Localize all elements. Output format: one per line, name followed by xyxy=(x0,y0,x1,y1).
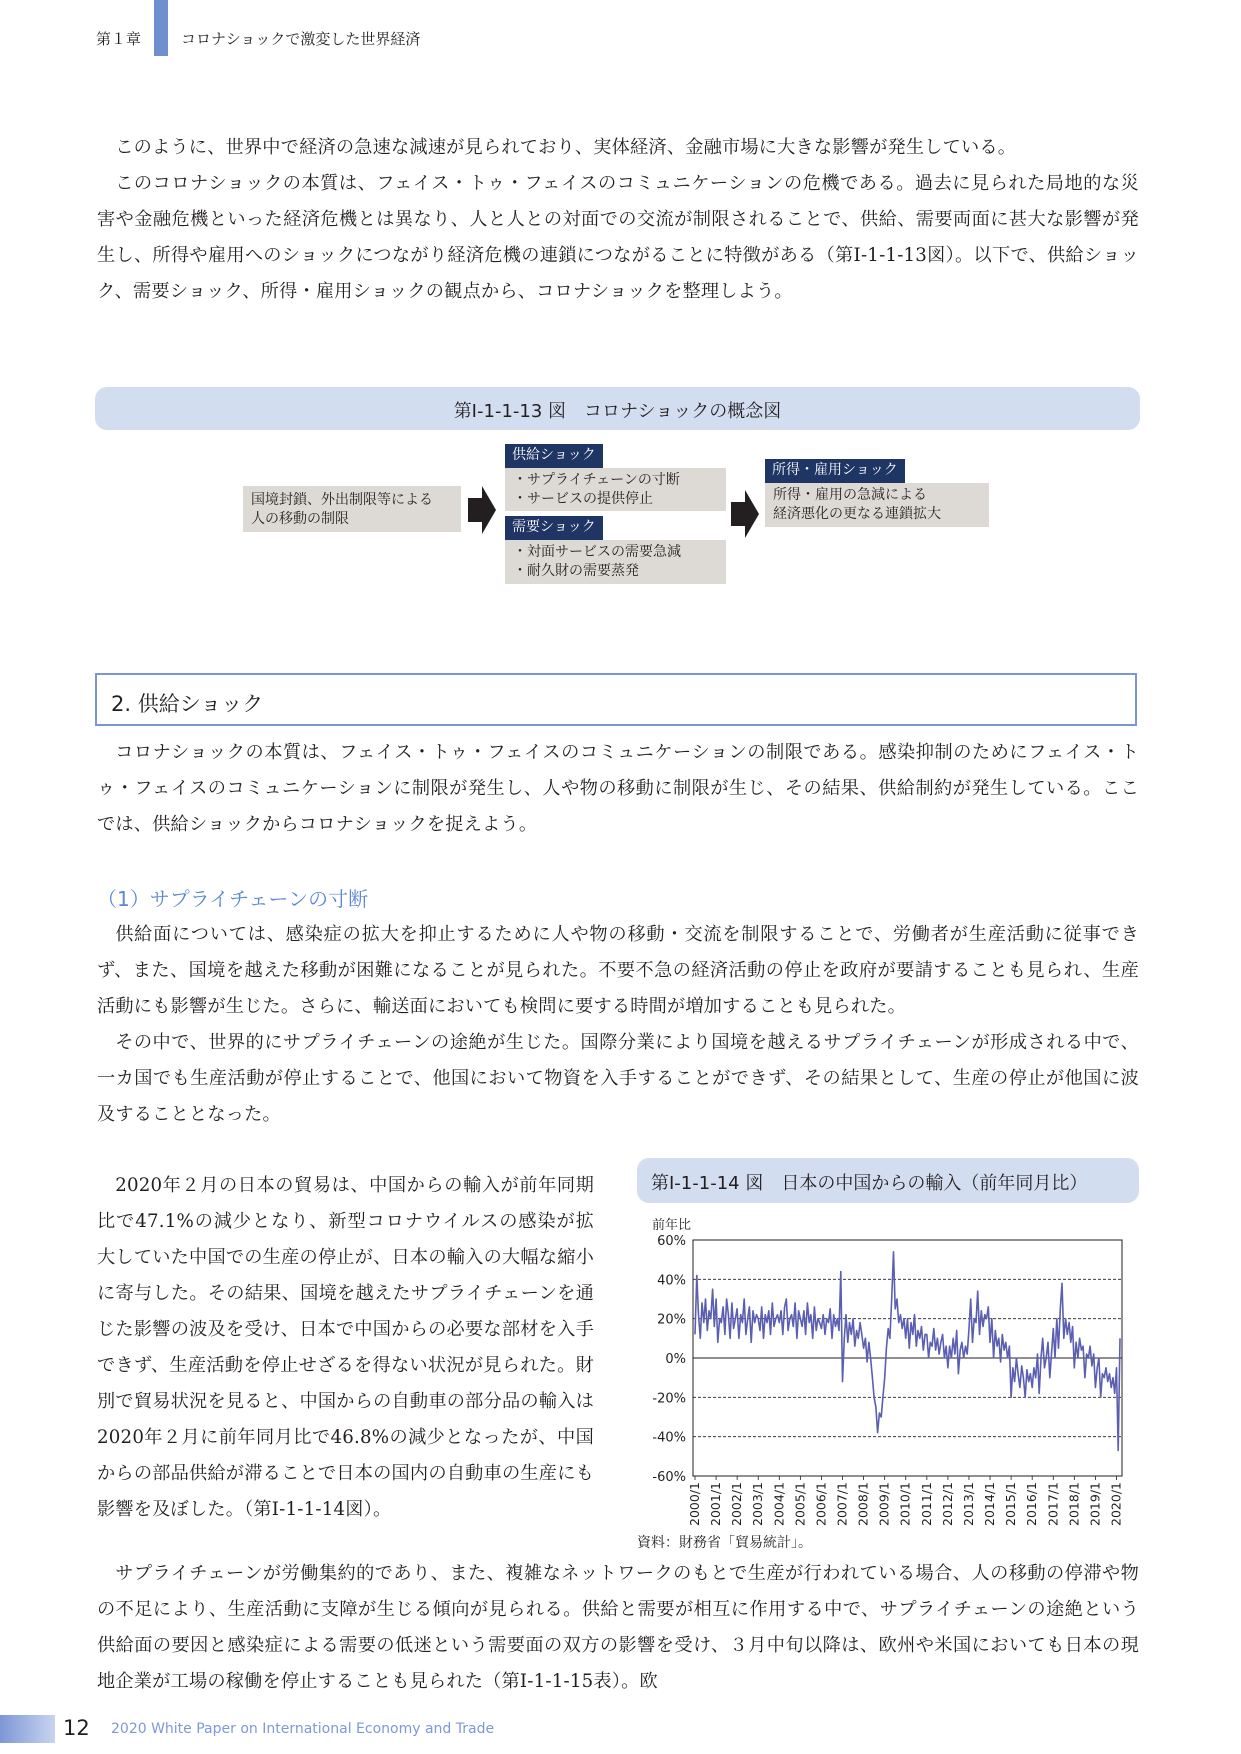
subsection1-paragraph-1: 供給面については、感染症の拡大を抑止するために人や物の移動・交流を制限することで、労働者が生産活動に従事できず、また、国境を越えた移動が困難になることが見られた。不要不急の経済活動の停止を政府が要請することも見られ、生産活動にも影響が生じた。さらに、輸送面においても検問に要する時間が増加することも見られた。 xyxy=(97,924,1139,1017)
figure13-title: 第Ⅰ-1-1-13 図 コロナショックの概念図 xyxy=(453,401,782,422)
figure14-title-box xyxy=(637,1158,1139,1203)
series-line xyxy=(695,1252,1120,1451)
arrow-right-icon xyxy=(731,490,759,538)
cause-line-2: 人の移動の制限 xyxy=(251,511,349,527)
x-tick-label: 2003/1 xyxy=(750,1482,766,1526)
cause-line-1: 国境封鎖、外出制限等による xyxy=(251,492,433,508)
y-tick-label: 20% xyxy=(657,1312,686,1328)
x-tick-label: 2012/1 xyxy=(939,1482,955,1526)
x-tick-label: 2006/1 xyxy=(813,1482,829,1526)
x-tick-label: 2016/1 xyxy=(1024,1482,1040,1526)
demand-item-1: ・対面サービスの需要急減 xyxy=(513,544,681,560)
x-tick-label: 2000/1 xyxy=(687,1482,702,1526)
supply-item-2: ・サービスの提供停止 xyxy=(513,491,653,507)
demand-shock-label: 需要ショック xyxy=(505,516,603,540)
intro-text xyxy=(97,130,1139,310)
y-tick-label: -60% xyxy=(652,1470,686,1485)
subsection1-text xyxy=(97,917,1139,1133)
x-tick-label: 2019/1 xyxy=(1087,1482,1103,1526)
x-tick-label: 2007/1 xyxy=(834,1482,850,1526)
subsection1-paragraph-3: 2020年２月の日本の貿易は、中国からの輸入が前年同期比で47.1%の減少となり、新型コロナウイルスの感染が拡大していた中国での生産の停止が、日本の輸入の大幅な縮小に寄与した。その結果、国境を越えたサプライチェーンを通じた影響の波及を受け、日本で中国からの必要な部材を入手できず、生産活動を停止せざるを得ない状況が見られた。財別で貿易状況を見ると、中国からの自動車の部分品の輸入は2020年２月に前年同月比で46.8%の減少となったが、中国からの部品供給が滞ることで日本の国内の自動車の生産にも影響を及ぼした。（第Ⅰ-1-1-14図）。 xyxy=(97,1175,594,1520)
chapter-title: コロナショックで激変した世界経済 xyxy=(181,30,421,48)
income-shock-label: 所得・雇用ショック xyxy=(765,459,905,483)
subsection1-paragraph-4: サプライチェーンが労働集約的であり、また、複雑なネットワークのもとで生産が行われている場合、人の移動の停滞や物の不足により、生産活動に支障が生じる傾向が見られる。供給と需要が相互に作用する中で、サプライチェーンの途絶という供給面の要因と感染症による需要の低迷という需要面の双方の影響を受け、３月中旬以降は、欧州や米国においても日本の現地企業が工場の稼働を停止することも見られた（第Ⅰ-1-1-15表）。欧 xyxy=(97,1563,1139,1692)
arrow-right-icon xyxy=(468,486,496,534)
x-tick-label: 2018/1 xyxy=(1066,1482,1082,1526)
x-tick-label: 2009/1 xyxy=(876,1482,892,1526)
figure14-title: 第Ⅰ-1-1-14 図 日本の中国からの輸入（前年同月比） xyxy=(651,1173,1088,1194)
supply-item-1: ・サプライチェーンの寸断 xyxy=(513,472,680,488)
x-tick-label: 2008/1 xyxy=(855,1482,871,1526)
section-title: 2. 供給ショック xyxy=(111,692,264,716)
y-tick-label: 0% xyxy=(665,1352,686,1367)
supply-shock-label: 供給ショック xyxy=(505,444,603,468)
intro-paragraph-1: このように、世界中で経済の急速な減速が見られており、実体経済、金融市場に大きな影響が発生している。 xyxy=(115,137,1017,158)
x-tick-label: 2014/1 xyxy=(982,1482,997,1526)
income-item-2: 経済悪化の更なる連鎖拡大 xyxy=(773,506,941,522)
y-tick-label: 60% xyxy=(657,1234,686,1249)
figure14-source: 資料：財務省「貿易統計」。 xyxy=(637,1535,812,1551)
x-tick-label: 2015/1 xyxy=(1003,1482,1019,1526)
section2-text xyxy=(97,735,1139,843)
cause-box xyxy=(243,486,461,532)
x-tick-label: 2017/1 xyxy=(1045,1482,1061,1526)
y-axis-label: 前年比 xyxy=(652,1218,692,1233)
subsection1-bottom-text xyxy=(97,1556,1139,1700)
income-item-1: 所得・雇用の急減による xyxy=(773,487,927,503)
chapter-label: 第１章 xyxy=(96,30,142,48)
header-accent-bar xyxy=(154,0,168,56)
footer-title: 2020 White Paper on International Economy and Trade xyxy=(111,1721,495,1737)
x-tick-label: 2005/1 xyxy=(792,1482,808,1526)
y-tick-label: -20% xyxy=(652,1391,686,1407)
x-tick-label: 2013/1 xyxy=(961,1482,976,1526)
x-tick-label: 2002/1 xyxy=(729,1482,745,1526)
import-line-chart xyxy=(630,1210,1130,1530)
x-tick-label: 2011/1 xyxy=(918,1482,934,1526)
intro-paragraph-2: このコロナショックの本質は、フェイス・トゥ・フェイスのコミュニケーションの危機である。過去に見られた局地的な災害や金融危機といった経済危機とは異なり、人と人との対面での交流が制限されることで、供給、需要両面に甚大な影響が発生し、所得や雇用へのショックにつながり経済危機の連鎖につながることに特徴がある（第Ⅰ-1-1-13図）。以下で、供給ショック、需要ショック、所得・雇用ショックの観点から、コロナショックを整理しよう。 xyxy=(97,173,1139,302)
x-tick-label: 2010/1 xyxy=(897,1482,913,1526)
demand-shock-box xyxy=(505,540,726,584)
subsection1-left-text xyxy=(97,1168,594,1528)
x-tick-label: 2001/1 xyxy=(708,1482,724,1526)
subsection-title: （1）サプライチェーンの寸断 xyxy=(97,887,369,911)
y-tick-label: 40% xyxy=(657,1273,686,1289)
section-heading-box xyxy=(95,673,1137,726)
y-tick-label: -40% xyxy=(652,1430,686,1446)
supply-shock-box xyxy=(505,468,726,511)
footer-accent-bar xyxy=(0,1715,55,1743)
x-tick-label: 2020/1 xyxy=(1108,1482,1124,1526)
income-shock-box xyxy=(765,483,989,527)
page-number: 12 xyxy=(63,1716,90,1740)
subsection1-paragraph-2: その中で、世界的にサプライチェーンの途絶が生じた。国際分業により国境を越えるサプライチェーンが形成される中で、一カ国でも生産活動が停止することで、他国において物資を入手することができず、その結果として、生産の停止が他国に波及することとなった。 xyxy=(97,1032,1139,1125)
demand-item-2: ・耐久財の需要蒸発 xyxy=(513,563,639,579)
figure13-title-box xyxy=(95,387,1140,430)
x-tick-label: 2004/1 xyxy=(771,1482,787,1526)
section2-paragraph: コロナショックの本質は、フェイス・トゥ・フェイスのコミュニケーションの制限である。感染抑制のためにフェイス・トゥ・フェイスのコミュニケーションに制限が発生し、人や物の移動に制限が生じ、その結果、供給制約が発生している。ここでは、供給ショックからコロナショックを捉えよう。 xyxy=(97,742,1139,835)
